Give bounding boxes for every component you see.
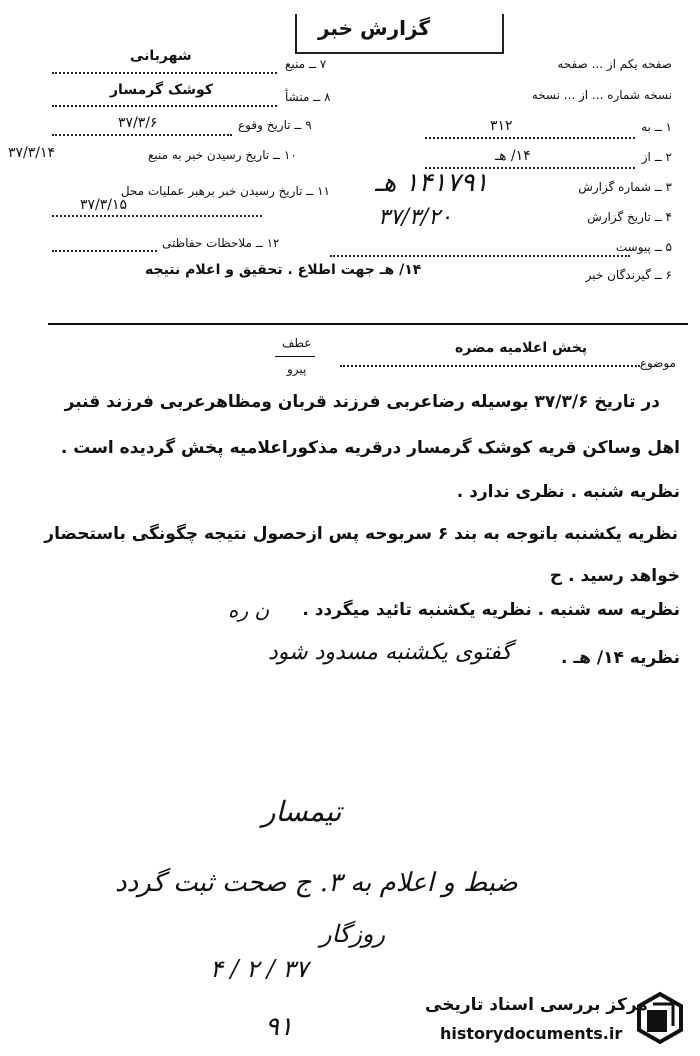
handwritten-line-3: روزگار [320, 920, 386, 948]
origin-value: کوشک گرمسار [110, 82, 213, 98]
source-value: شهربانی [130, 48, 192, 64]
fourteen-handwritten: گفتوی یکشنبه مسدود شود [268, 640, 512, 665]
attachment-line [330, 255, 630, 257]
reference-peyro: پیرو [287, 362, 307, 376]
reference-divider [275, 356, 315, 357]
origin-label: ۸ ــ منشأ [285, 90, 331, 104]
watermark-url: historydocuments.ir [440, 1024, 623, 1043]
handwritten-line-4: ۴ / ۲ / ۳۷ [210, 955, 309, 983]
ops-receipt-label: ۱۱ ــ تاریخ رسیدن خبر برهبر عملیات محل [120, 184, 330, 198]
origin-line [52, 105, 277, 107]
page-of-field: صفحه یکم از ... صفحه [557, 57, 672, 71]
source-label: ۷ ــ منبع [285, 57, 327, 71]
source-line [52, 72, 277, 74]
subject-value: پخش اعلامیه مضره [455, 340, 588, 356]
recipients-label: ۶ ــ گیرندگان خبر [585, 268, 672, 282]
handwritten-bottom: ۹۱ [265, 1012, 293, 1042]
section-divider [48, 323, 688, 325]
attachment-label: ۵ ــ پیوست [615, 240, 672, 254]
source-receipt-value: ۳۷/۳/۱۴ [8, 145, 56, 161]
to-field-label: ۱ ــ به [641, 120, 672, 134]
handwritten-line-1: تیمسار [262, 795, 342, 828]
document-title: گزارش خبر [318, 16, 431, 40]
report-number-value: ۱۴۱۷۹۱ هـ [375, 168, 489, 198]
subject-label: موضوع [639, 356, 676, 370]
to-field-value: ۳۱۲ [490, 118, 513, 134]
watermark-name: مرکز بررسی اسناد تاریخی [425, 995, 648, 1015]
body-line-4: نظریه یکشنبه باتوجه به بند ۶ سربوحه پس ازحصول نتیجه چگونگی باستحضار [44, 524, 678, 544]
occurrence-date-label: ۹ ــ تاریخ وقوع [238, 118, 312, 132]
body-line-5: خواهد رسید . ح [549, 566, 680, 586]
body-line-3: نظریه شنبه . نظری ندارد . [456, 482, 680, 502]
copy-number-field: نسخه شماره ... از ... نسخه [531, 88, 672, 102]
tuesday-handwritten: ن ره [228, 598, 270, 622]
tuesday-note: نظریه سه شنبه . نظریه یکشنبه تائید میگردد . [302, 600, 680, 620]
occurrence-date-line [52, 134, 232, 136]
reference-atf: عطف [282, 336, 312, 350]
to-field-line [425, 137, 635, 139]
security-notes-label: ۱۲ ــ ملاحظات حفاظتی [162, 236, 280, 250]
handwritten-line-2: ضبط و اعلام به ۳. ج صحت ثبت گردد [115, 868, 518, 898]
report-number-label: ۳ ــ شماره گزارش [578, 180, 672, 194]
source-receipt-label: ۱۰ ــ تاریخ رسیدن خبر به منبع [148, 148, 297, 162]
fourteen-note-prefix: نظریه ۱۴/ هـ . [560, 648, 680, 668]
report-date-label: ۴ ــ تاریخ گزارش [587, 210, 672, 224]
body-line-1: در تاریخ ۳۷/۳/۶ بوسیله رضاعربی فرزند قربان ومظاهرعربی فرزند قنبر [64, 392, 660, 412]
report-date-value: ۳۷/۳/۲۰ [378, 205, 452, 230]
body-line-2: اهل وساکن قریه کوشک گرمسار درقریه مذکوراعلامیه پخش گردیده است . [60, 438, 680, 458]
security-notes-line [52, 250, 157, 252]
from-field-value: ۱۴/ هـ [495, 148, 531, 164]
ops-receipt-line [52, 215, 262, 217]
ops-receipt-value: ۳۷/۳/۱۵ [80, 197, 128, 213]
from-field-label: ۲ ــ از [641, 150, 672, 164]
subject-line [340, 365, 640, 367]
recipients-value: ۱۴/ هـ جهت اطلاع . تحقیق و اعلام نتیجه [145, 262, 422, 278]
occurrence-date-value: ۳۷/۳/۶ [118, 115, 158, 131]
